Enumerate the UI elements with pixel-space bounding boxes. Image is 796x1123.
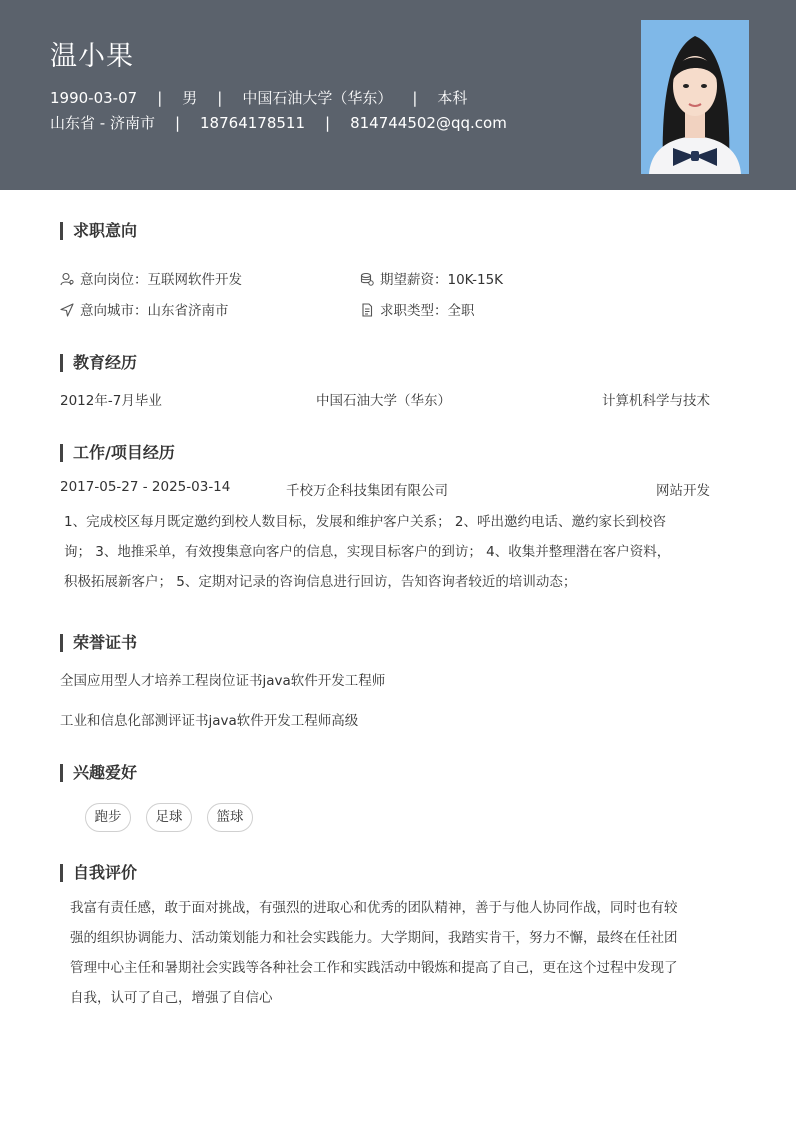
work-description-line: 1、完成校区每月既定邀约到校人数目标，发展和维护客户关系； 2、呼出邀约电话、邀约家长到校咨 — [64, 514, 666, 530]
school: 中国石油大学（华东） — [242, 89, 393, 107]
self-eval-text — [70, 893, 678, 1013]
work-role: 网站开发 — [656, 483, 710, 499]
hobby-tag: 篮球 — [207, 803, 253, 832]
intent-salary — [360, 268, 503, 288]
self-eval-line: 自我，认可了自己，增强了自信心 — [70, 990, 273, 1006]
section-title-honors: 荣誉证书 — [60, 634, 137, 652]
self-eval-line: 强的组织协调能力、活动策划能力和社会实践能力。大学期间，我踏实肯干，努力不懈，最终在任社团 — [70, 930, 678, 946]
coins-icon — [360, 272, 374, 286]
intent-job-type-text: 求职类型：全职 — [380, 303, 475, 319]
degree: 本科 — [437, 89, 468, 107]
info-line-1 — [50, 87, 467, 108]
section-title-self-eval: 自我评价 — [60, 864, 137, 882]
birthdate: 1990-03-07 — [50, 89, 138, 107]
intent-job-type — [360, 299, 475, 319]
section-title-education: 教育经历 — [60, 354, 137, 372]
education-major: 计算机科学与技术 — [602, 393, 710, 409]
location: 山东省 - 济南市 — [50, 114, 155, 132]
portrait-illustration — [641, 20, 749, 174]
intent-city — [60, 299, 229, 319]
self-eval-line: 管理中心主任和暑期社会实践等各种社会工作和实践活动中锻炼和提高了自己，更在这个过程中发现了 — [70, 960, 678, 976]
work-company: 千校万企科技集团有限公司 — [286, 483, 448, 499]
separator: | — [174, 114, 181, 132]
work-description-line: 询； 3、地推采单，有效搜集意向客户的信息，实现目标客户的到访； 4、收集并整理潜在客户资料， — [64, 544, 671, 560]
profile-photo — [641, 20, 749, 174]
intent-position — [60, 268, 242, 288]
document-icon — [360, 303, 374, 317]
intent-salary-text: 期望薪资：10K-15K — [380, 272, 504, 288]
intent-city-text: 意向城市：山东省济南市 — [80, 303, 229, 319]
separator: | — [157, 89, 163, 107]
separator: | — [412, 89, 418, 107]
info-line-2 — [50, 112, 507, 133]
resume-header — [0, 0, 796, 190]
intent-position-text: 意向岗位：互联网软件开发 — [80, 272, 242, 288]
honor-item: 全国应用型人才培养工程岗位证书java软件开发工程师 — [60, 673, 386, 689]
email: 814744502@qq.com — [350, 114, 507, 132]
user-icon — [60, 272, 74, 286]
work-description — [64, 507, 670, 597]
gender: 男 — [182, 89, 198, 107]
section-title-work: 工作/项目经历 — [60, 444, 175, 462]
work-date: 2017-05-27 - 2025-03-14 — [60, 479, 231, 495]
section-title-intent: 求职意向 — [60, 222, 137, 240]
separator: | — [217, 89, 223, 107]
section-title-hobbies: 兴趣爱好 — [60, 764, 137, 782]
hobby-tag: 跑步 — [85, 803, 131, 832]
honor-item: 工业和信息化部测评证书java软件开发工程师高级 — [60, 713, 359, 729]
candidate-name: 温小果 — [50, 41, 134, 72]
location-arrow-icon — [60, 303, 74, 317]
hobby-tag: 足球 — [146, 803, 192, 832]
separator: | — [325, 114, 331, 132]
self-eval-line: 我富有责任感，敢于面对挑战，有强烈的进取心和优秀的团队精神，善于与他人协同作战，同时也有较 — [70, 900, 678, 916]
education-date: 2012年-7月毕业 — [60, 393, 162, 409]
phone: 18764178511 — [200, 114, 305, 132]
work-description-line: 积极拓展新客户； 5、定期对记录的咨询信息进行回访，告知咨询者较近的培训动态； — [64, 574, 577, 590]
education-school: 中国石油大学（华东） — [316, 393, 451, 409]
